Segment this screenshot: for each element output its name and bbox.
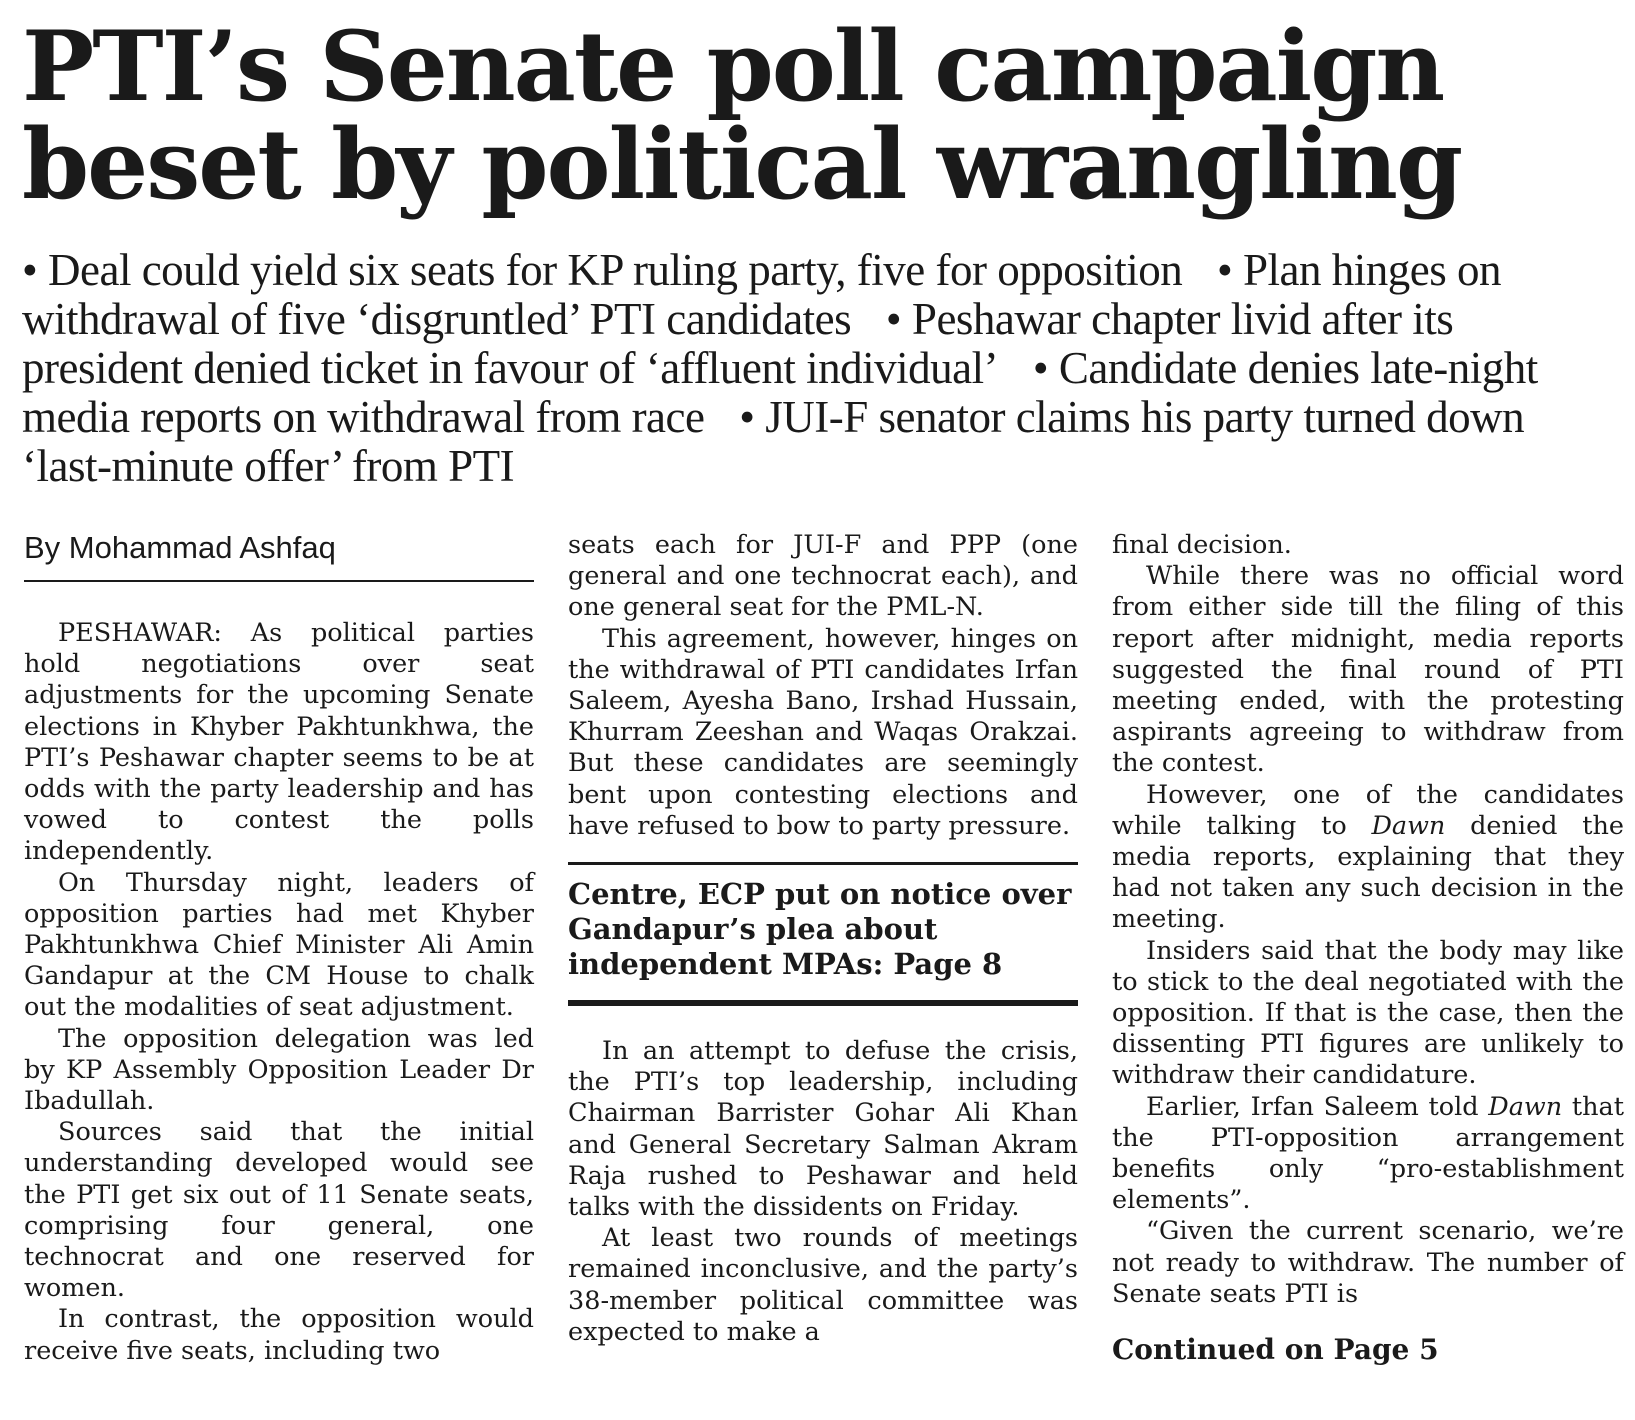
continued-jump-line[interactable]: Continued on Page 5 bbox=[1112, 1333, 1439, 1367]
cross-reference-text[interactable]: Centre, ECP put on notice over Gandapur’s plea about independent MPAs: Page 8 bbox=[568, 877, 1072, 982]
paragraph: Sources said that the initial understanding developed would see the PTI get six out of 11 Senate seats, comprising four general, one technocrat and one reserved for women. bbox=[24, 1117, 534, 1304]
bullet: • bbox=[739, 392, 755, 442]
paragraph bbox=[1112, 1092, 1624, 1217]
paragraph: In contrast, the opposition would receive five seats, including two bbox=[24, 1304, 534, 1366]
article-column-1 bbox=[24, 528, 534, 1367]
text-run: Earlier, Irfan Saleem told bbox=[1146, 1091, 1489, 1122]
byline: By Mohammad Ashfaq bbox=[24, 528, 534, 582]
bullet: • bbox=[22, 245, 38, 295]
bullet: • bbox=[1032, 343, 1049, 393]
article-column-3 bbox=[1112, 530, 1624, 1365]
subhead-deck bbox=[22, 246, 1622, 491]
paragraph: On Thursday night, leaders of opposition parties had met Khyber Pakhtunkhwa Chief Minister Ali Amin Gandapur at the CM House to chalk out the modalities of seat adjustment. bbox=[24, 867, 534, 1023]
publication-name: Dawn bbox=[1371, 810, 1446, 841]
headline: PTI’s Senate poll campaign beset by political wrangling bbox=[22, 10, 1462, 221]
paragraph: In an attempt to defuse the crisis, the PTI’s top leadership, including Chairman Barrister Gohar Ali Khan and General Secretary Salman Akram Raja rushed to Peshawar and held talks with the dissidents on Friday. bbox=[568, 1036, 1078, 1223]
publication-name: Dawn bbox=[1488, 1091, 1563, 1122]
bullet: • bbox=[1216, 245, 1233, 295]
paragraph: At least two rounds of meetings remained inconclusive, and the party’s 38-member political committee was expected to make a bbox=[568, 1223, 1078, 1347]
deck-point: Peshawar chapter livid after its president denied ticket in favour of ‘affluent individual’ bbox=[22, 294, 1454, 393]
paragraph bbox=[1112, 780, 1624, 936]
deck-point: JUI-F senator claims his party turned down ‘last-minute offer’ from PTI bbox=[22, 392, 1525, 491]
deck-point: Deal could yield six seats for KP ruling party, five for opposition bbox=[48, 245, 1183, 295]
text-run: denied the media reports, explaining that they had not taken any such decision in the meeting. bbox=[1112, 810, 1624, 935]
paragraph: While there was no official word from either side till the filing of this report after midnight, media reports suggested the final round of PTI meeting ended, with the protesting aspirants agreeing to withdraw from the contest. bbox=[1112, 561, 1624, 779]
cross-reference-box[interactable] bbox=[568, 862, 1078, 1006]
text-run: that the PTI-opposition arrangement benefits only “pro-establishment elements”. bbox=[1112, 1091, 1625, 1216]
bullet: • bbox=[885, 294, 902, 344]
paragraph: Insiders said that the body may like to stick to the deal negotiated with the opposition. If that is the case, then the dissenting PTI figures are unlikely to withdraw their candidature. bbox=[1112, 935, 1624, 1091]
deck-point: Candidate denies late-night media reports on withdrawal from race bbox=[22, 343, 1538, 442]
text-run: However, one of the candidates while talking to bbox=[1112, 779, 1624, 841]
deck-point: Plan hinges on withdrawal of five ‘disgruntled’ PTI candidates bbox=[22, 245, 1501, 344]
paragraph: “Given the current scenario, we’re not ready to withdraw. The number of Senate seats PTI is bbox=[1112, 1216, 1624, 1309]
article-column-2 bbox=[568, 530, 1078, 1348]
paragraph: The opposition delegation was led by KP Assembly Opposition Leader Dr Ibadullah. bbox=[24, 1023, 534, 1117]
paragraph: seats each for JUI-F and PPP (one general and one technocrat each), and one general seat for the PML-N. bbox=[568, 530, 1078, 623]
paragraph: final decision. bbox=[1112, 530, 1292, 560]
paragraph: This agreement, however, hinges on the withdrawal of PTI candidates Irfan Saleem, Ayesha Bano, Irshad Hussain, Khurram Zeeshan and Waqas Orakzai. But these candidates are seemingly bent upon contesting elections and have refused to bow to party pressure. bbox=[568, 623, 1078, 841]
paragraph: PESHAWAR: As political parties hold negotiations over seat adjustments for the upcoming Senate elections in Khyber Pakhtunkhwa, the PTI’s Peshawar chapter seems to be at odds with the party leadership and has vowed to contest the polls independently. bbox=[24, 618, 534, 867]
